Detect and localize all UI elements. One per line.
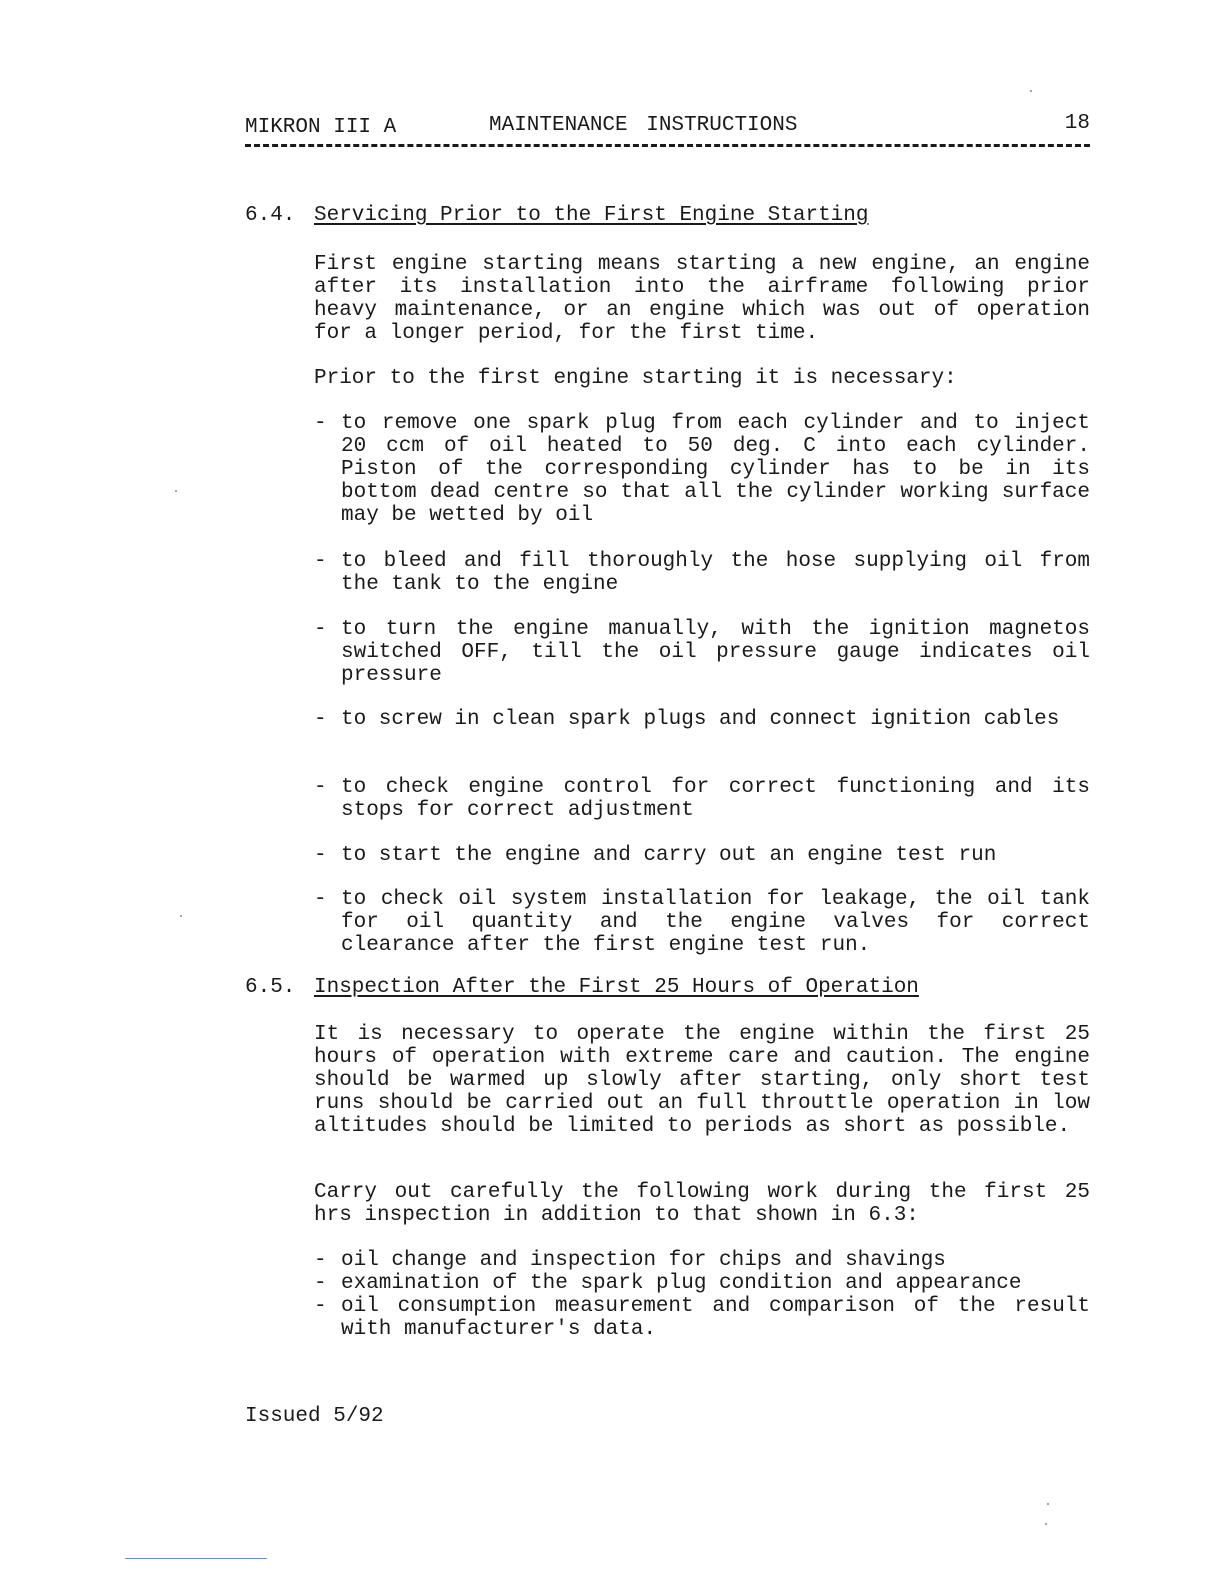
list-item-text: to check oil system installation for leakage, the oil tank for oil quantity and the engine valves for correct clearance after the first engine test run.	[341, 888, 1090, 957]
list-item-text: oil consumption measurement and comparison of the result with manufacturer's data.	[341, 1295, 1090, 1341]
scan-speck	[1047, 1503, 1049, 1505]
header-document-type: MAINTENANCE INSTRUCTIONS	[489, 114, 798, 137]
list-item	[314, 844, 1090, 867]
section-6-4-lead: Prior to the first engine starting it is necessary:	[314, 367, 957, 390]
header-dashed-rule	[245, 144, 1090, 147]
page-header	[245, 112, 1090, 142]
list-item-text: to remove one spark plug from each cylinder and to inject 20 ccm of oil heated to 50 deg. C into each cylinder. Piston of the corresponding cylinder has to be in its bottom dead centre so that all the cylinder working surface may be wetted by oil	[341, 412, 1090, 527]
bullet-dash: -	[314, 708, 327, 731]
list-item	[314, 888, 1090, 957]
section-6-5-lead: Carry out carefully the following work during the first 25 hrs inspection in addition to that shown in 6.3:	[314, 1181, 1090, 1227]
list-item-text: oil change and inspection for chips and shavings	[341, 1249, 946, 1272]
list-item	[314, 708, 1090, 731]
list-item-text: to screw in clean spark plugs and connect ignition cables	[341, 708, 1060, 731]
scan-speck	[1030, 90, 1032, 92]
list-item-text: to check engine control for correct functioning and its stops for correct adjustment	[341, 776, 1090, 822]
scan-speck	[180, 915, 182, 917]
header-manual-model: MIKRON III A	[245, 116, 397, 139]
list-item-text: to bleed and fill thoroughly the hose supplying oil from the tank to the engine	[341, 550, 1090, 596]
section-6-5-items	[314, 1249, 1090, 1341]
bullet-dash: -	[314, 550, 327, 573]
bullet-dash: -	[314, 1249, 327, 1272]
list-item	[314, 1272, 1090, 1295]
footer-issue-date: Issued 5/92	[245, 1405, 384, 1428]
bullet-dash: -	[314, 888, 327, 911]
bullet-dash: -	[314, 412, 327, 435]
list-item	[314, 618, 1090, 687]
section-6-5-number: 6.5.	[245, 976, 296, 999]
list-item-text: to start the engine and carry out an engine test run	[341, 844, 997, 867]
bullet-dash: -	[314, 1272, 327, 1295]
bullet-dash: -	[314, 776, 327, 799]
section-6-4-number: 6.4.	[245, 204, 296, 227]
list-item	[314, 550, 1090, 596]
list-item	[314, 776, 1090, 822]
bullet-dash: -	[314, 1295, 327, 1318]
section-6-4-intro: First engine starting means starting a new engine, an engine after its installation into the airframe following prior heavy maintenance, or an engine which was out of operation for a longer period, for the first time.	[314, 253, 1090, 345]
section-6-5-heading	[245, 976, 919, 999]
list-item-text: to turn the engine manually, with the ignition magnetos switched OFF, till the oil pressure gauge indicates oil pressure	[341, 618, 1090, 687]
list-item-text: examination of the spark plug condition and appearance	[341, 1272, 1022, 1295]
list-item	[314, 1295, 1090, 1341]
section-6-5-title: Inspection After the First 25 Hours of Operation	[314, 976, 919, 999]
header-page-number: 18	[1064, 112, 1090, 135]
list-item	[314, 1249, 1090, 1272]
scan-speck	[175, 490, 177, 492]
scan-speck	[1045, 1523, 1047, 1525]
section-6-4-heading	[245, 204, 869, 227]
section-6-5-intro: It is necessary to operate the engine within the first 25 hours of operation with extreme care and caution. The engine should be warmed up slowly after starting, only short test runs should be carried out an full throuttle operation in low altitudes should be limited to periods as short as possible.	[314, 1023, 1090, 1138]
bullet-dash: -	[314, 844, 327, 867]
section-6-4-title: Servicing Prior to the First Engine Starting	[314, 204, 869, 227]
bottom-edge-line	[125, 1558, 267, 1559]
bullet-dash: -	[314, 618, 327, 641]
list-item	[314, 412, 1090, 527]
